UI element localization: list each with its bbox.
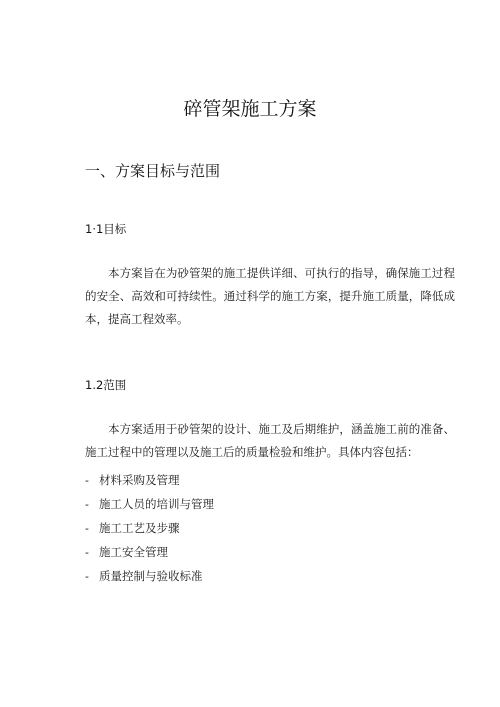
list-item (85, 516, 455, 540)
list-item-text: 施工工艺及步骤 (99, 521, 180, 535)
goal-paragraph: 本方案旨在为砂管架的施工提供详细、可执行的指导，确保施工过程的安全、高效和可持续性。通过科学的施工方案，提升施工质量，降低成本，提高工程效率。 (85, 266, 455, 326)
dash-bullet: - (85, 521, 89, 535)
list-item (85, 540, 455, 564)
list-item-text: 施工安全管理 (99, 545, 168, 559)
dash-bullet: - (85, 569, 89, 583)
list-item (85, 492, 455, 516)
list-item-text: 施工人员的培训与管理 (99, 497, 214, 511)
list-item (85, 564, 455, 588)
list-item (85, 468, 455, 492)
list-item-text: 质量控制与验收标准 (99, 569, 203, 583)
section-heading-goals-scope: 一、方案目标与范围 (85, 162, 221, 180)
dash-bullet: - (85, 497, 89, 511)
dash-bullet: - (85, 545, 89, 559)
document-title: 碎管架施工方案 (183, 98, 317, 120)
subsection-heading-goal: 1·1目标 (85, 222, 127, 236)
subsection-heading-scope: 1.2范围 (85, 378, 127, 392)
scope-list (85, 468, 455, 588)
dash-bullet: - (85, 473, 89, 487)
list-item-text: 材料采购及管理 (99, 473, 180, 487)
scope-paragraph: 本方案适用于砂管架的设计、施工及后期维护，涵盖施工前的准备、施工过程中的管理以及施工后的质量检验和维护。具体内容包括： (85, 422, 455, 459)
